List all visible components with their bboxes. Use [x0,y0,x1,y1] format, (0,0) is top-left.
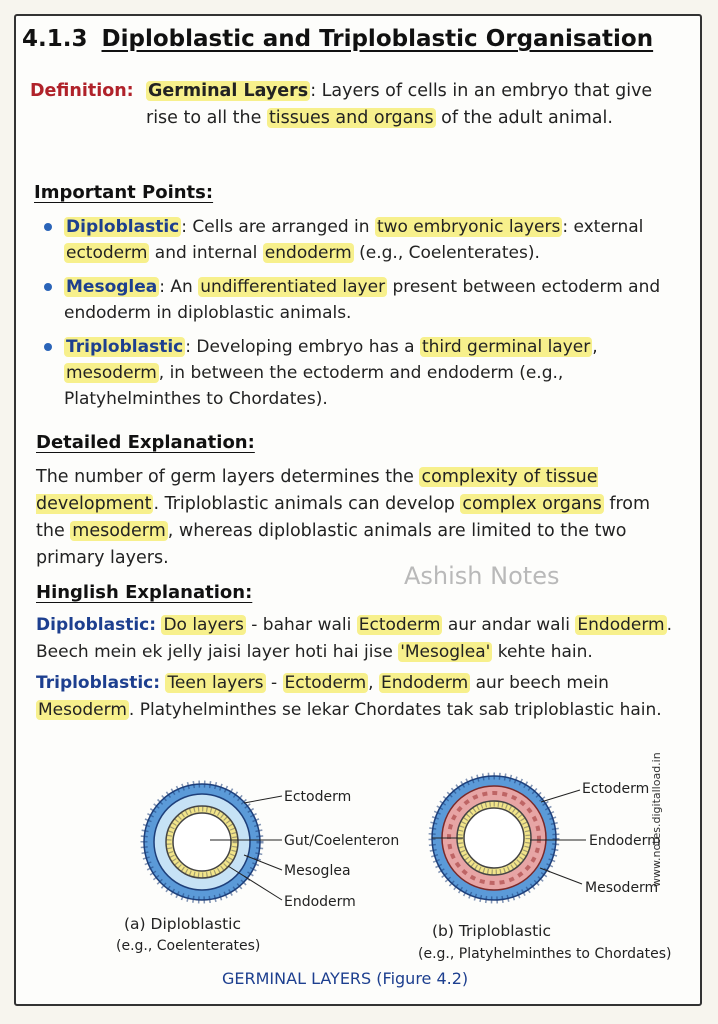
point-text: : An [159,277,199,297]
caption-triploblastic-example: (e.g., Platyhelminthes to Chordates) [418,946,672,962]
detail-text: The number of germ layers determines the [36,467,420,487]
hinglish-highlight: Endoderm [577,615,665,635]
definition-colon: : [310,81,317,101]
label-ectoderm: Ectoderm [582,781,650,797]
point-text: , [592,337,598,357]
figure-caption-ref: (Figure 4.2) [376,969,469,988]
diploblastic-diagram [116,784,399,954]
point-text: present between ectoderm and endoderm in diploblastic animals. [64,277,661,323]
gut-cavity [173,813,231,871]
point-highlight: ectoderm [66,243,148,263]
figure-caption [222,969,468,988]
point-text: : Cells are arranged in [181,217,375,237]
triploblastic-diagram [418,776,672,962]
figure-caption-main: GERMINAL LAYERS [222,969,372,988]
label-endoderm: Endoderm [589,833,661,849]
hinglish-highlight: Ectoderm [358,615,441,635]
definition-text-end: of the adult animal. [435,108,613,128]
definition-highlight: tissues and organs [268,108,434,128]
detail-highlight: complexity of tissue development [36,467,598,514]
hinglish-text: aur beech mein [470,673,609,693]
hinglish-text: . Platyhelminthes se lekar Chordates tak sab triploblastic hain. [128,700,662,720]
detail-text: . Triploblastic animals can develop [153,494,461,514]
point-highlight: endoderm [264,243,352,263]
hinglish-highlight: Endoderm [380,673,469,693]
hinglish-highlight: Do layers [163,615,244,635]
point-highlight: third germinal layer [421,337,591,357]
section-heading: Diploblastic and Triploblastic Organisation [101,26,654,52]
hinglish-text: , [368,673,379,693]
hinglish-term: Diploblastic: [36,615,157,635]
definition-term: Germinal Layers [148,81,309,101]
caption-diploblastic: (a) Diploblastic [124,915,242,933]
point-term: Diploblastic [66,217,180,237]
important-points-heading: Important Points: [34,182,214,203]
leader-line [244,796,282,803]
point-text: : Developing embryo has a [185,337,420,357]
hinglish-heading: Hinglish Explanation: [36,582,253,603]
point-text: : external [562,217,644,237]
hinglish-highlight: 'Mesoglea' [400,642,491,662]
point-highlight: undifferentiated layer [200,277,386,297]
hinglish-text: - bahar wali [245,615,357,635]
point-highlight: two embryonic layers [376,217,561,237]
gut-cavity [464,808,524,868]
point-term: Triploblastic [66,337,184,357]
section-number: 4.1.3 [22,26,88,52]
label-ectoderm: Ectoderm [284,789,352,805]
point-text: , in between the ectoderm and endoderm (e.g., Platyhelminthes to Chordates). [64,363,564,409]
detail-text: , whereas diploblastic animals are limited to the two primary layers. [36,521,627,568]
hinglish-text: - [265,673,283,693]
hinglish-highlight: Teen layers [167,673,264,693]
detail-highlight: mesoderm [72,521,166,541]
hinglish-text: aur andar wali [442,615,576,635]
side-url: www.notes.digitalload.in [650,752,663,888]
point-text: (e.g., Coelenterates). [353,243,540,263]
detailed-explanation-heading: Detailed Explanation: [36,432,255,453]
label-mesoglea: Mesoglea [284,863,351,879]
label-mesoderm: Mesoderm [585,880,659,896]
hinglish-text: . Beech mein ek jelly jaisi layer hoti hai jise [36,615,673,662]
label-endoderm: Endoderm [284,894,356,910]
leader-line [541,790,580,802]
caption-triploblastic: (b) Triploblastic [432,922,551,940]
definition-label: Definition: [30,81,134,101]
caption-diploblastic-example: (e.g., Coelenterates) [116,938,261,954]
label-gut-coelenteron: Gut/Coelenteron [284,833,400,849]
point-term: Mesoglea [66,277,158,297]
hinglish-highlight: Mesoderm [38,700,127,720]
detail-highlight: complex organs [462,494,602,514]
hinglish-text: kehte hain. [492,642,593,662]
point-text: and internal [149,243,263,263]
hinglish-term: Triploblastic: [36,673,161,693]
detail-text: from the [36,494,651,541]
hinglish-highlight: Ectoderm [284,673,367,693]
definition-text: Layers of cells in an embryo that give rise to all the [146,81,653,128]
point-highlight: mesoderm [66,363,157,383]
watermark: Ashish Notes [404,562,560,590]
